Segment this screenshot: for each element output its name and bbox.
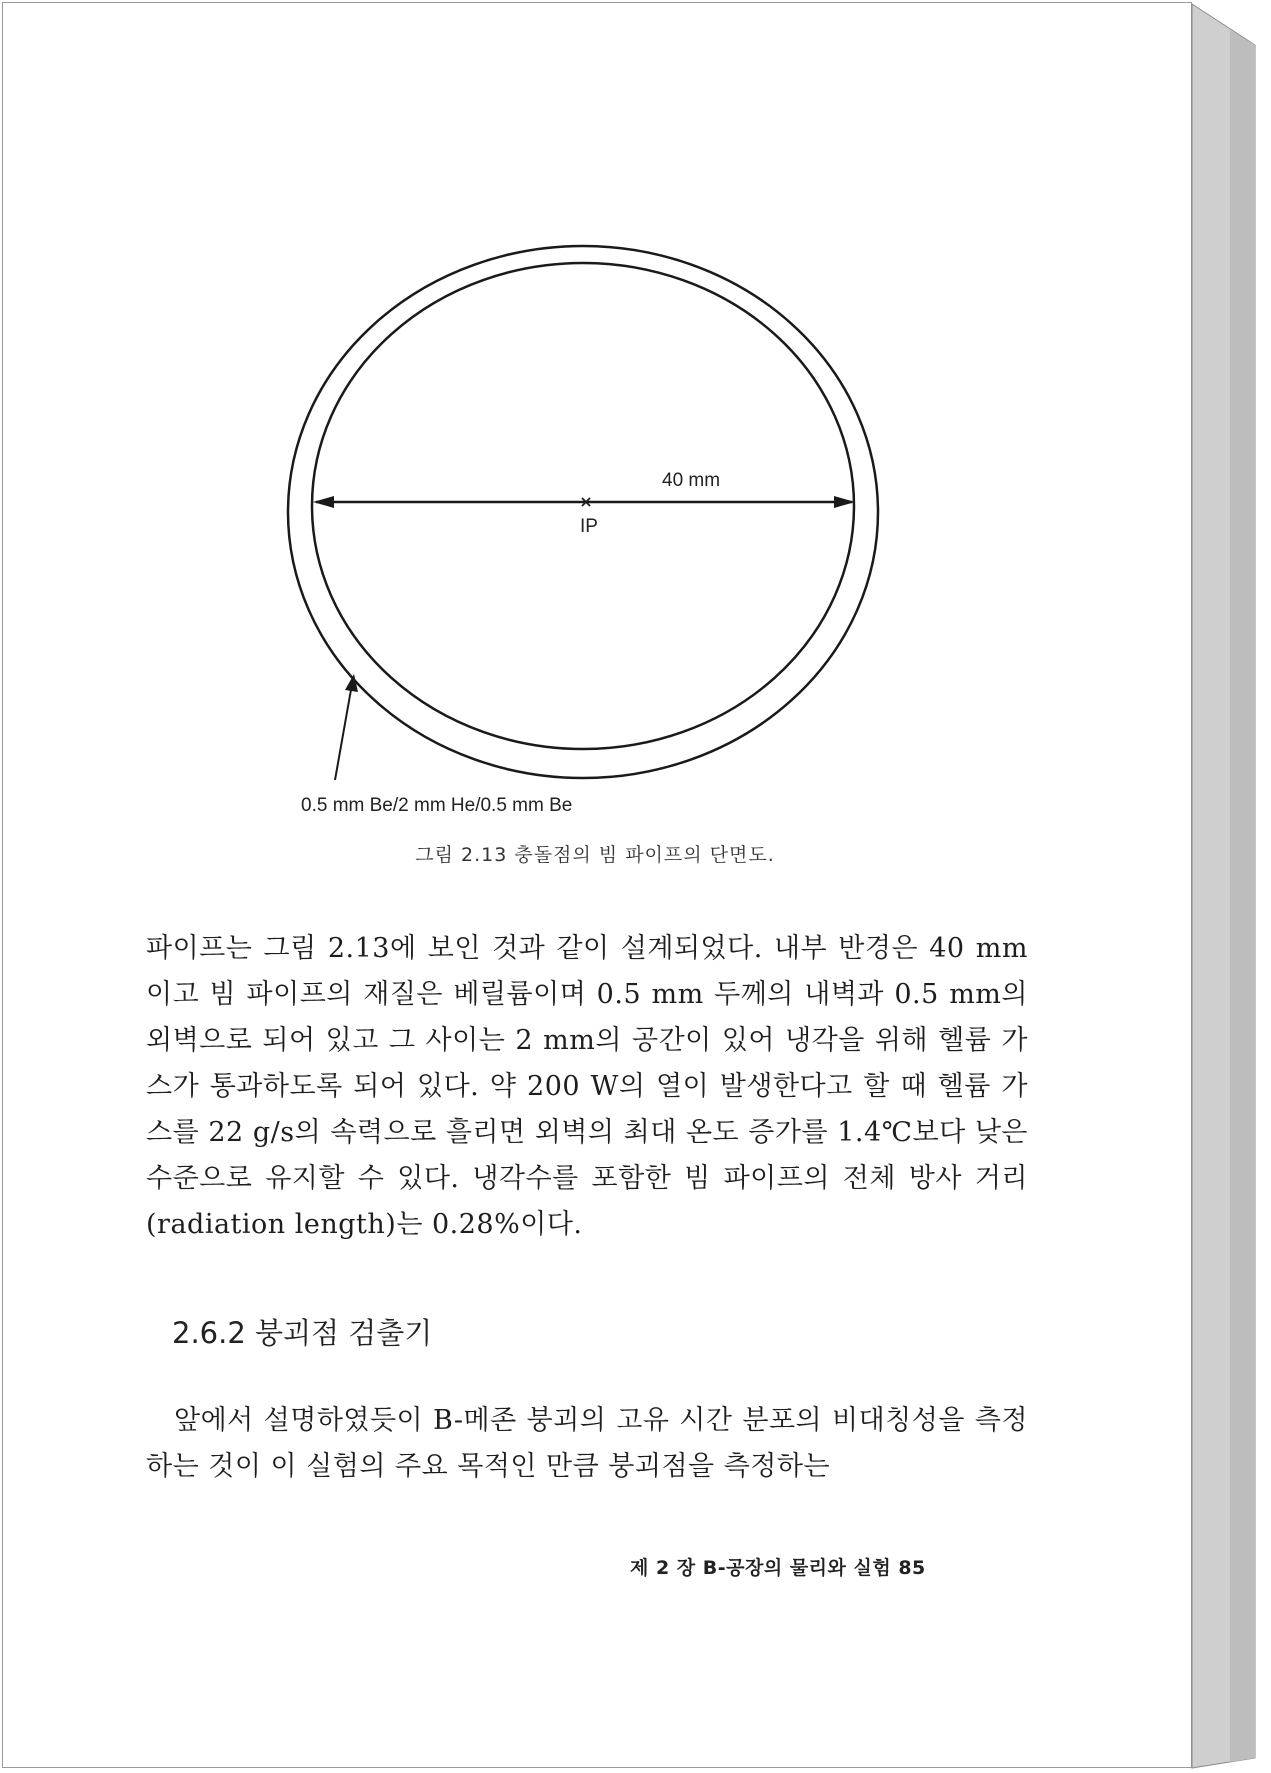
- body-paragraph: 파이프는 그림 2.13에 보인 것과 같이 설계되었다. 내부 반경은 40 mm이고 빔 파이프의 재질은 베릴륨이며 0.5 mm 두께의 내벽과 0.5 mm의 외벽으로 되어 있고 그 사이는 2 mm의 공간이 있어 냉각을 위해 헬륨 가스가 통과하도록 되어 있다. 약 200 W의 열이 발생한다고 할 때 헬륨 가스를 22 g/s의 속력으로 흘리면 외벽의 최대 온도 증가를 1.4℃보다 낮은 수준으로 유지할 수 있다. 냉각수를 포함한 빔 파이프의 전체 방사 거리(radiation length)는 0.28%이다.: [146, 933, 1028, 1240]
- dimension-label: 40 mm: [662, 470, 721, 491]
- section-heading: 2.6.2 붕괴점 검출기: [172, 1316, 433, 1350]
- ip-label: IP: [580, 516, 598, 537]
- wall-composition-label: 0.5 mm Be/2 mm He/0.5 mm Be: [301, 795, 573, 816]
- page-footer: 제 2 장 B-공장의 물리와 실험 85: [630, 1557, 926, 1579]
- outer-wall-circle: [288, 246, 878, 778]
- wall-pointer-line: [335, 684, 352, 780]
- figure-caption: 그림 2.13 충돌점의 빔 파이프의 단면도.: [415, 844, 775, 866]
- right-arrowhead: [834, 496, 855, 508]
- body-paragraph-continued: 앞에서 설명하였듯이 B-메존 붕괴의 고유 시간 분포의 비대칭성을 측정하는 것이 이 실험의 주요 목적인 만큼 붕괴점을 측정하는: [146, 1405, 1028, 1482]
- left-arrowhead: [313, 496, 334, 508]
